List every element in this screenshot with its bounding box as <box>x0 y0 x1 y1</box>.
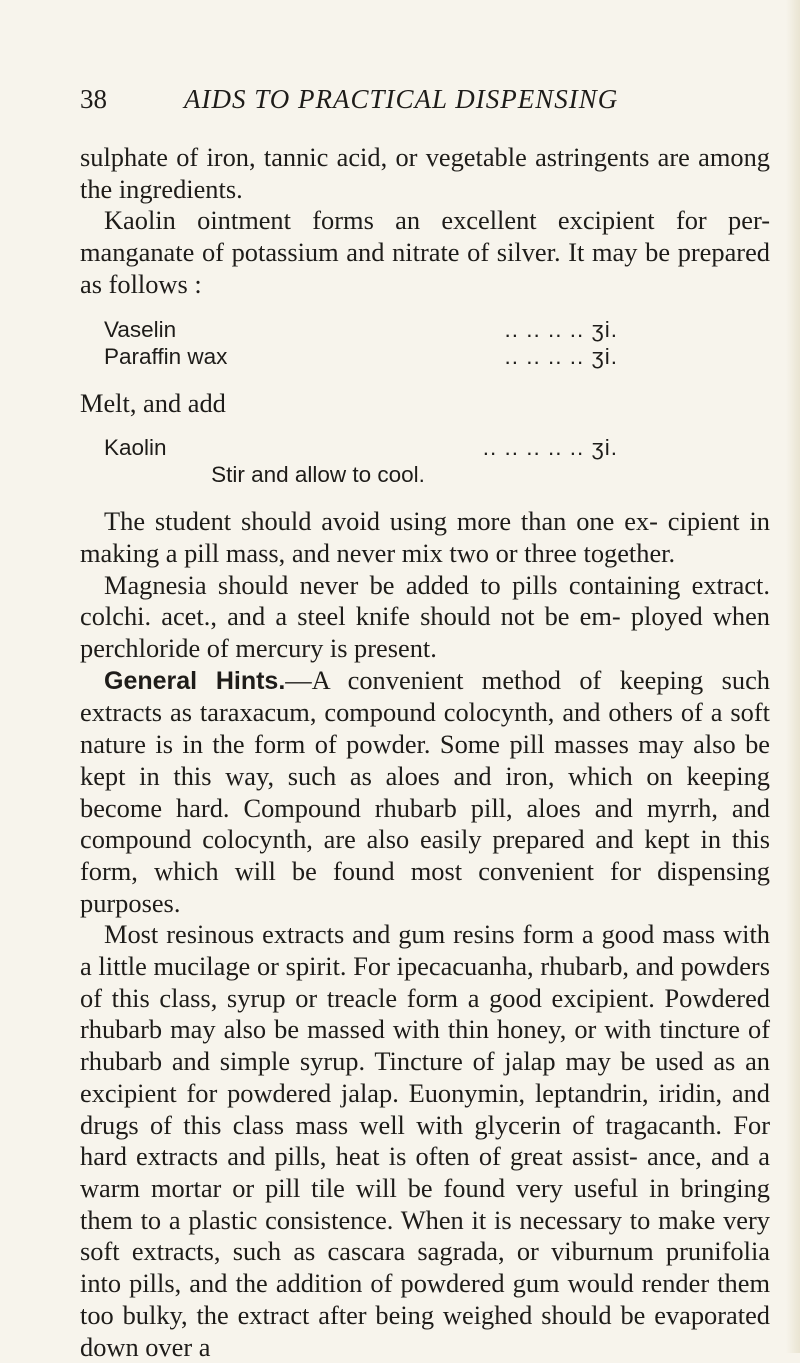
recipe-item <box>104 316 618 343</box>
ingredient-name: Paraffin wax <box>104 343 228 369</box>
recipe-item <box>104 343 618 370</box>
section-heading: General Hints. <box>104 666 286 695</box>
recipe-instruction: Melt, and add <box>80 387 226 418</box>
dot-leader: .. .. .. .. <box>504 343 585 369</box>
section-body: —A convenient method of keeping such extracts as taraxacum, compound colocynth, and others of a soft nature is in the form of powder. Some pill masses may also be kept in this way, such as aloes and iron, which on keeping become hard. Compound rhubarb pill, aloes and myrrh, and compound colocynth, are also easily prepared and kept in this form, which will be found most convenient for dispensing purposes. <box>80 664 770 918</box>
recipe-list <box>80 316 618 370</box>
body-text <box>80 142 770 1363</box>
paragraph-continuation: sulphate of iron, tannic acid, or vegetable astringents are among the ingredients. <box>80 142 770 204</box>
page-edge-shadow <box>786 0 800 1353</box>
dot-leader: .. .. .. .. .. <box>482 435 585 461</box>
ingredient-name: Kaolin <box>104 435 167 461</box>
running-head <box>80 84 760 124</box>
recipe-list <box>80 434 618 488</box>
paragraph-magnesia: Magnesia should never be added to pills containing extract. colchi. acet., and a steel knife should not be em- ployed when perchloride of mercury is present. <box>80 569 770 664</box>
recipe-note: Stir and allow to cool. <box>211 462 425 488</box>
ingredient-quantity: ʒi. <box>591 435 618 461</box>
paragraph-excipient: The student should avoid using more than one ex- cipient in making a pill mass, and never mix two or three together. <box>80 506 770 568</box>
running-title: AIDS TO PRACTICAL DISPENSING <box>184 84 619 114</box>
paragraph-general-hints <box>80 665 770 920</box>
recipe-item <box>104 434 618 461</box>
dot-leader: .. .. .. .. <box>504 316 585 342</box>
page-number: 38 <box>80 84 107 114</box>
ingredient-name: Vaselin <box>104 316 177 342</box>
paragraph-resinous-extracts: Most resinous extracts and gum resins form a good mass with a little mucilage or spirit. For ipecacuanha, rhubarb, and powders of this class, syrup or treacle form a good excipient. Powdered rhubarb may also be massed with thin honey, or with tincture of rhubarb and simple syrup. Tincture of jalap may be used as an excipient for powdered jalap. Euonymin, leptandrin, iridin, and drugs of this class mass well with glycerin of tragacanth. For hard extracts and pills, heat is often of great assist- ance, and a warm mortar or pill tile will be found very useful in bringing them to a plastic consistence. When it is necessary to make very soft extracts, such as cascara sagrada, or viburnum prunifolia into pills, and the addition of powdered gum would render them too bulky, the extract after being weighed should be evaporated down over a <box>80 919 770 1362</box>
ingredient-quantity: ʒi. <box>591 316 618 342</box>
ingredient-quantity: ʒi. <box>591 343 618 369</box>
paragraph-kaolin-ointment: Kaolin ointment forms an excellent excipient for per- manganate of potassium and nitrate of silver. It may be prepared as follows : <box>80 205 770 299</box>
